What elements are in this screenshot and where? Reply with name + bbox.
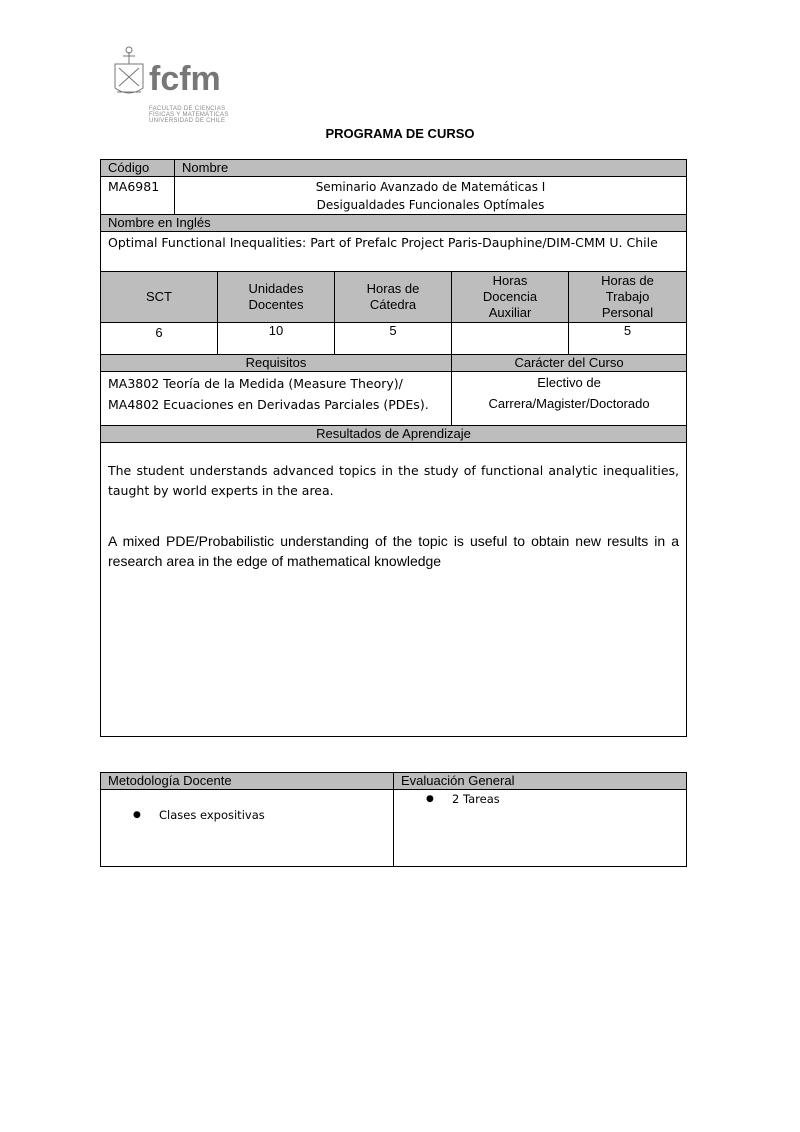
- hours-header-auxiliary: Horas Docencia Auxiliar: [452, 272, 569, 323]
- learning-outcomes-label: Resultados de Aprendizaje: [101, 426, 687, 443]
- hours-value-lecture: 5: [335, 323, 452, 355]
- hours-value-auxiliary: [452, 323, 569, 355]
- name-label: Nombre: [175, 160, 687, 177]
- hours-value-personal: 5: [569, 323, 687, 355]
- methodology-label: Metodología Docente: [101, 773, 394, 790]
- list-item: ● Clases expositivas: [133, 807, 393, 823]
- hours-header-units: Unidades Docentes: [218, 272, 335, 323]
- hours-value-sct: 6: [101, 323, 218, 355]
- code-label: Código: [101, 160, 175, 177]
- course-character-label: Carácter del Curso: [452, 355, 687, 372]
- course-name: [175, 177, 687, 215]
- course-character: [452, 372, 687, 426]
- page-title: PROGRAMA DE CURSO: [325, 126, 475, 141]
- list-item: ● 2 Tareas: [426, 791, 686, 807]
- course-name-line2: Desigualdades Funcionales Optímales: [316, 198, 545, 212]
- course-info-table: [100, 159, 687, 737]
- english-name-label: Nombre en Inglés: [101, 215, 687, 232]
- requirements-label: Requisitos: [101, 355, 452, 372]
- hours-header-personal: Horas de Trabajo Personal: [569, 272, 687, 323]
- course-name-line1: Seminario Avanzado de Matemáticas I: [315, 180, 546, 194]
- english-name: Optimal Functional Inequalities: Part of Prefalc Project Paris-Dauphine/DIM-CMM U. Chile: [101, 232, 687, 272]
- learning-outcomes: [101, 443, 687, 737]
- logo-subtitle-2: FÍSICAS Y MATEMÁTICAS: [149, 112, 229, 118]
- outcomes-paragraph-1: The student understands advanced topics in the study of functional analytic inequalities, taught by world experts in the area.: [108, 463, 680, 498]
- outcomes-paragraph-2: A mixed PDE/Probabilistic understanding of the topic is useful to obtain new results in a research area in the edge of mathematical knowledge: [108, 533, 680, 569]
- svg-text:fcfm: fcfm: [149, 60, 221, 98]
- logo-subtitle-1: FACULTAD DE CIENCIAS: [149, 106, 226, 112]
- hours-header-lecture: Horas de Cátedra: [335, 272, 452, 323]
- methodology-table: [100, 772, 687, 867]
- evaluation-label: Evaluación General: [394, 773, 687, 790]
- course-character-line1: Electivo de: [537, 375, 601, 390]
- requirements-text: [101, 372, 452, 426]
- evaluation-content: [394, 790, 687, 867]
- methodology-content: [101, 790, 394, 867]
- methodology-list: [133, 807, 393, 823]
- hours-value-units: 10: [218, 323, 335, 355]
- requirements-line2: MA4802 Ecuaciones en Derivadas Parciales (PDEs).: [108, 397, 429, 412]
- logo-subtitle-3: UNIVERSIDAD DE CHILE: [149, 118, 226, 124]
- evaluation-list: [426, 791, 686, 807]
- course-code: MA6981: [101, 177, 175, 215]
- university-logo: [113, 46, 239, 130]
- hours-header-sct: SCT: [101, 272, 218, 323]
- course-character-line2: Carrera/Magister/Doctorado: [488, 396, 650, 411]
- requirements-line1: MA3802 Teoría de la Medida (Measure Theory)/: [108, 376, 403, 391]
